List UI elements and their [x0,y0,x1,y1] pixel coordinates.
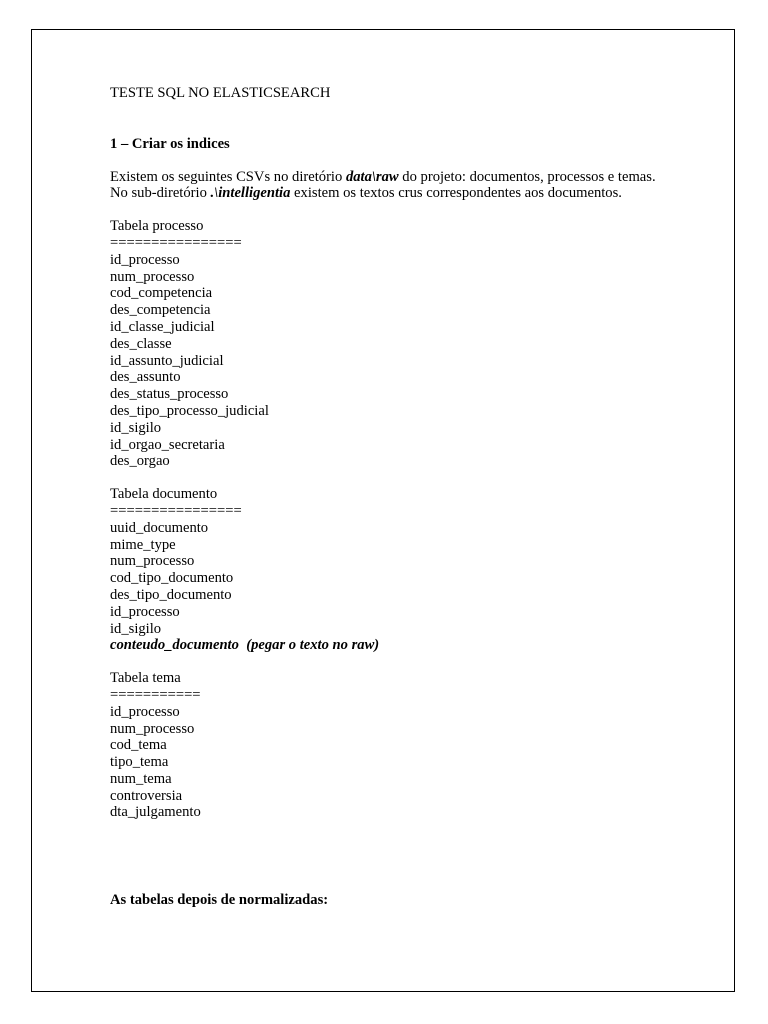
table-tema [110,670,670,821]
field-name: id_assunto_judicial [110,352,224,369]
field-name: des_tipo_processo_judicial [110,402,269,419]
table-processo [110,218,670,470]
intelligentia-path: .\intelligentia [210,185,291,202]
field-name: num_processo [110,553,195,570]
intro-text: Existem os seguintes CSVs no diretório [110,168,346,185]
document-page [31,29,735,992]
field-name: uuid_documento [110,519,209,536]
table-title: Tabela documento [110,486,218,503]
field-name: cod_competencia [110,285,213,302]
data-raw-path: data\raw [345,168,399,185]
field-name: id_classe_judicial [110,318,215,335]
table-underline: ================ [110,234,242,251]
intro-paragraph [110,169,670,203]
field-name: cod_tema [110,737,167,754]
document-title: TESTE SQL NO ELASTICSEARCH [110,85,331,101]
field-name: id_orgao_secretaria [110,436,225,453]
field-name: dta_julgamento [110,804,201,821]
section-heading: 1 – Criar os indices [110,135,230,152]
conteudo-documento-field: conteudo_documento (pegar o texto no raw) [110,637,380,654]
field-name: id_sigilo [110,620,162,637]
field-name: controversia [110,787,183,804]
document-content [110,85,670,821]
field-name: des_orgao [110,453,170,470]
field-name: id_processo [110,703,180,720]
field-name: id_processo [110,251,180,268]
table-title: Tabela processo [110,218,204,235]
intro-text: existem os textos crus correspondentes aos documentos. [290,185,622,202]
table-underline: ================ [110,502,242,519]
field-name: des_status_processo [110,386,229,403]
field-name: des_tipo_documento [110,586,232,603]
normalized-tables-heading: As tabelas depois de normalizadas: [110,892,329,908]
field-name: tipo_tema [110,754,169,771]
intro-text: do projeto: documentos, processos e temas. No sub-diretório [110,168,656,202]
field-name: des_assunto [110,369,181,386]
field-name: mime_type [110,536,176,553]
field-name: num_tema [110,770,172,787]
field-name: num_processo [110,720,195,737]
field-name: id_sigilo [110,419,162,436]
field-name: num_processo [110,268,195,285]
table-underline: =========== [110,686,201,703]
field-name: cod_tipo_documento [110,570,234,587]
table-documento [110,486,670,654]
field-name: id_processo [110,603,180,620]
field-name: des_classe [110,335,172,352]
table-title: Tabela tema [110,670,181,687]
field-name: des_competencia [110,302,211,319]
